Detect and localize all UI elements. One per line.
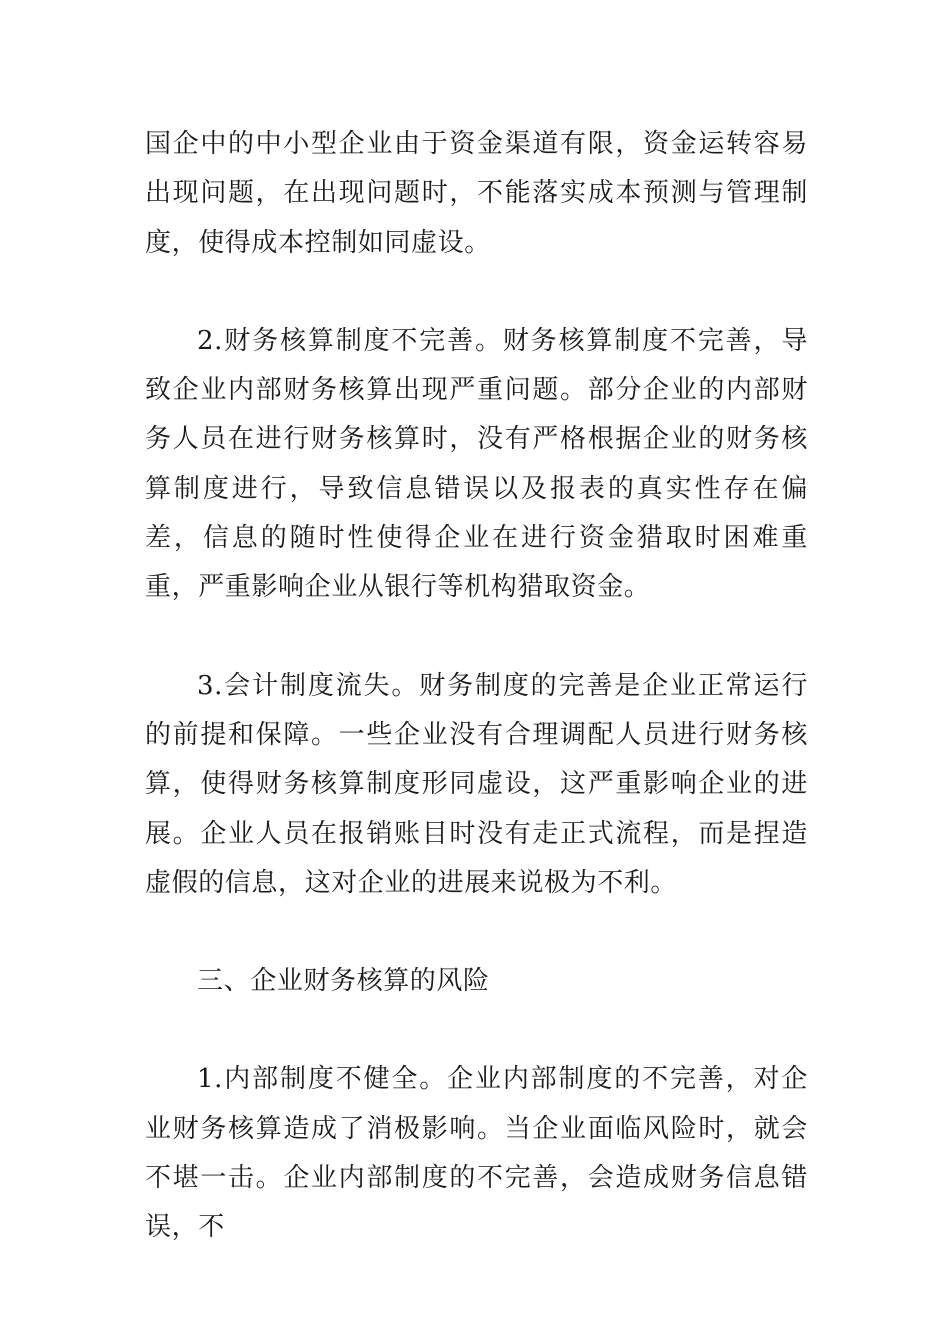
paragraph-cost-control: 国企中的中小型企业由于资金渠道有限，资金运转容易出现问题，在出现问题时，不能落实成本预测与管理制度，使得成本控制如同虚设。 <box>145 129 808 258</box>
paragraph-accounting-system: 2.财务核算制度不完善。财务核算制度不完善，导致企业内部财务核算出现严重问题。部分企业的内部财务人员在进行财务核算时，没有严格根据企业的财务核算制度进行，导致信息错误以及报表的真实性存在偏差，信息的随时性使得企业在进行资金猎取时困难重重，严重影响企业从银行等机构猎取资金。 <box>145 325 808 603</box>
section-heading-risks: 三、企业财务核算的风险 <box>197 966 490 997</box>
paragraph-internal-system: 1.内部制度不健全。企业内部制度的不完善，对企业财务核算造成了消极影响。当企业面临风险时，就会不堪一击。企业内部制度的不完善，会造成财务信息错误，不 <box>145 1064 808 1243</box>
paragraph-accounting-loss: 3.会计制度流失。财务制度的完善是企业正常运行的前提和保障。一些企业没有合理调配人员进行财务核算，使得财务核算制度形同虚设，这严重影响企业的进展。企业人员在报销账目时没有走正式流程，而是捏造虚假的信息，这对企业的进展来说极为不利。 <box>145 670 808 898</box>
document-page <box>145 120 808 1253</box>
